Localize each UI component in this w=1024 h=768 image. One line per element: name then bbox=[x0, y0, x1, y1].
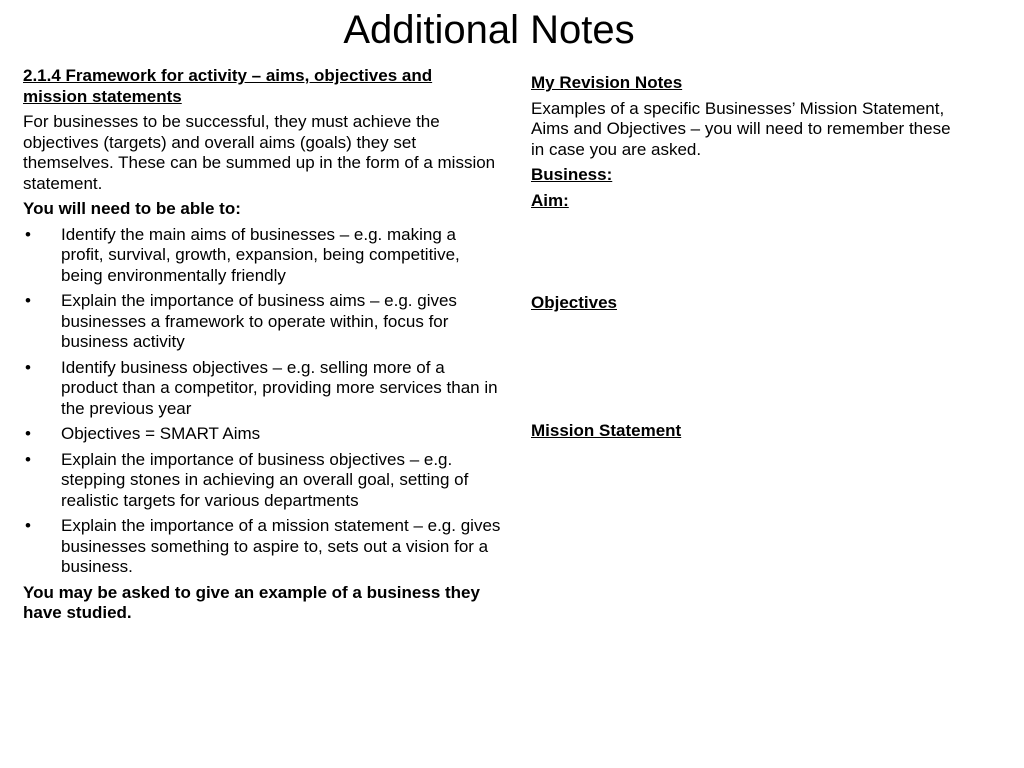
revision-notes-column bbox=[531, 73, 951, 440]
list-item-text: Identify the main aims of businesses – e.g. making a profit, survival, growth, expansion, being competitive, being environmentally friendly bbox=[61, 224, 460, 285]
framework-notes-column bbox=[23, 66, 501, 624]
objectives-label: Objectives bbox=[531, 293, 617, 312]
closing-note: You may be asked to give an example of a business they have studied. bbox=[23, 582, 480, 622]
mission-statement-label: Mission Statement bbox=[531, 421, 682, 440]
bullet-icon: • bbox=[25, 291, 31, 310]
bullet-icon: • bbox=[25, 516, 31, 535]
revision-intro: Examples of a specific Businesses’ Mission Statement, Aims and Objectives – you will need to remember these in case you are asked. bbox=[531, 98, 951, 159]
page-title: Additional Notes bbox=[343, 8, 635, 52]
list-item-text: Identify business objectives – e.g. selling more of a product than a competitor, providing more services than in the previous year bbox=[61, 357, 498, 418]
list-item bbox=[23, 225, 501, 287]
list-item-text: Explain the importance of a mission statement – e.g. gives businesses something to aspire to, sets out a vision for a business. bbox=[61, 516, 501, 576]
bullet-icon: • bbox=[25, 424, 31, 443]
bullet-icon: • bbox=[25, 449, 31, 469]
section-heading: 2.1.4 Framework for activity – aims, objectives and mission statements bbox=[23, 66, 433, 106]
need-label: You will need to be able to: bbox=[23, 199, 241, 218]
list-item bbox=[23, 516, 501, 578]
list-item bbox=[23, 358, 501, 420]
intro-paragraph: For businesses to be successful, they must achieve the objectives (targets) and overall aims (goals) they set themselves. These can be summed up in the form of a mission statement. bbox=[23, 112, 496, 193]
requirements-list bbox=[23, 225, 501, 578]
revision-heading: My Revision Notes bbox=[531, 73, 683, 92]
aim-label: Aim: bbox=[531, 190, 569, 210]
list-item-text: Explain the importance of business objectives – e.g. stepping stones in achieving an overall goal, setting of realistic targets for various departments bbox=[61, 449, 469, 510]
bullet-icon: • bbox=[25, 224, 31, 244]
list-item-text: Objectives = SMART Aims bbox=[61, 424, 261, 443]
list-item bbox=[23, 450, 501, 512]
list-item-text: Explain the importance of business aims – e.g. gives businesses a framework to operate within, focus for business activity bbox=[61, 291, 457, 351]
list-item bbox=[23, 424, 501, 445]
business-label: Business: bbox=[531, 165, 613, 184]
bullet-icon: • bbox=[25, 357, 31, 377]
list-item bbox=[23, 291, 501, 353]
